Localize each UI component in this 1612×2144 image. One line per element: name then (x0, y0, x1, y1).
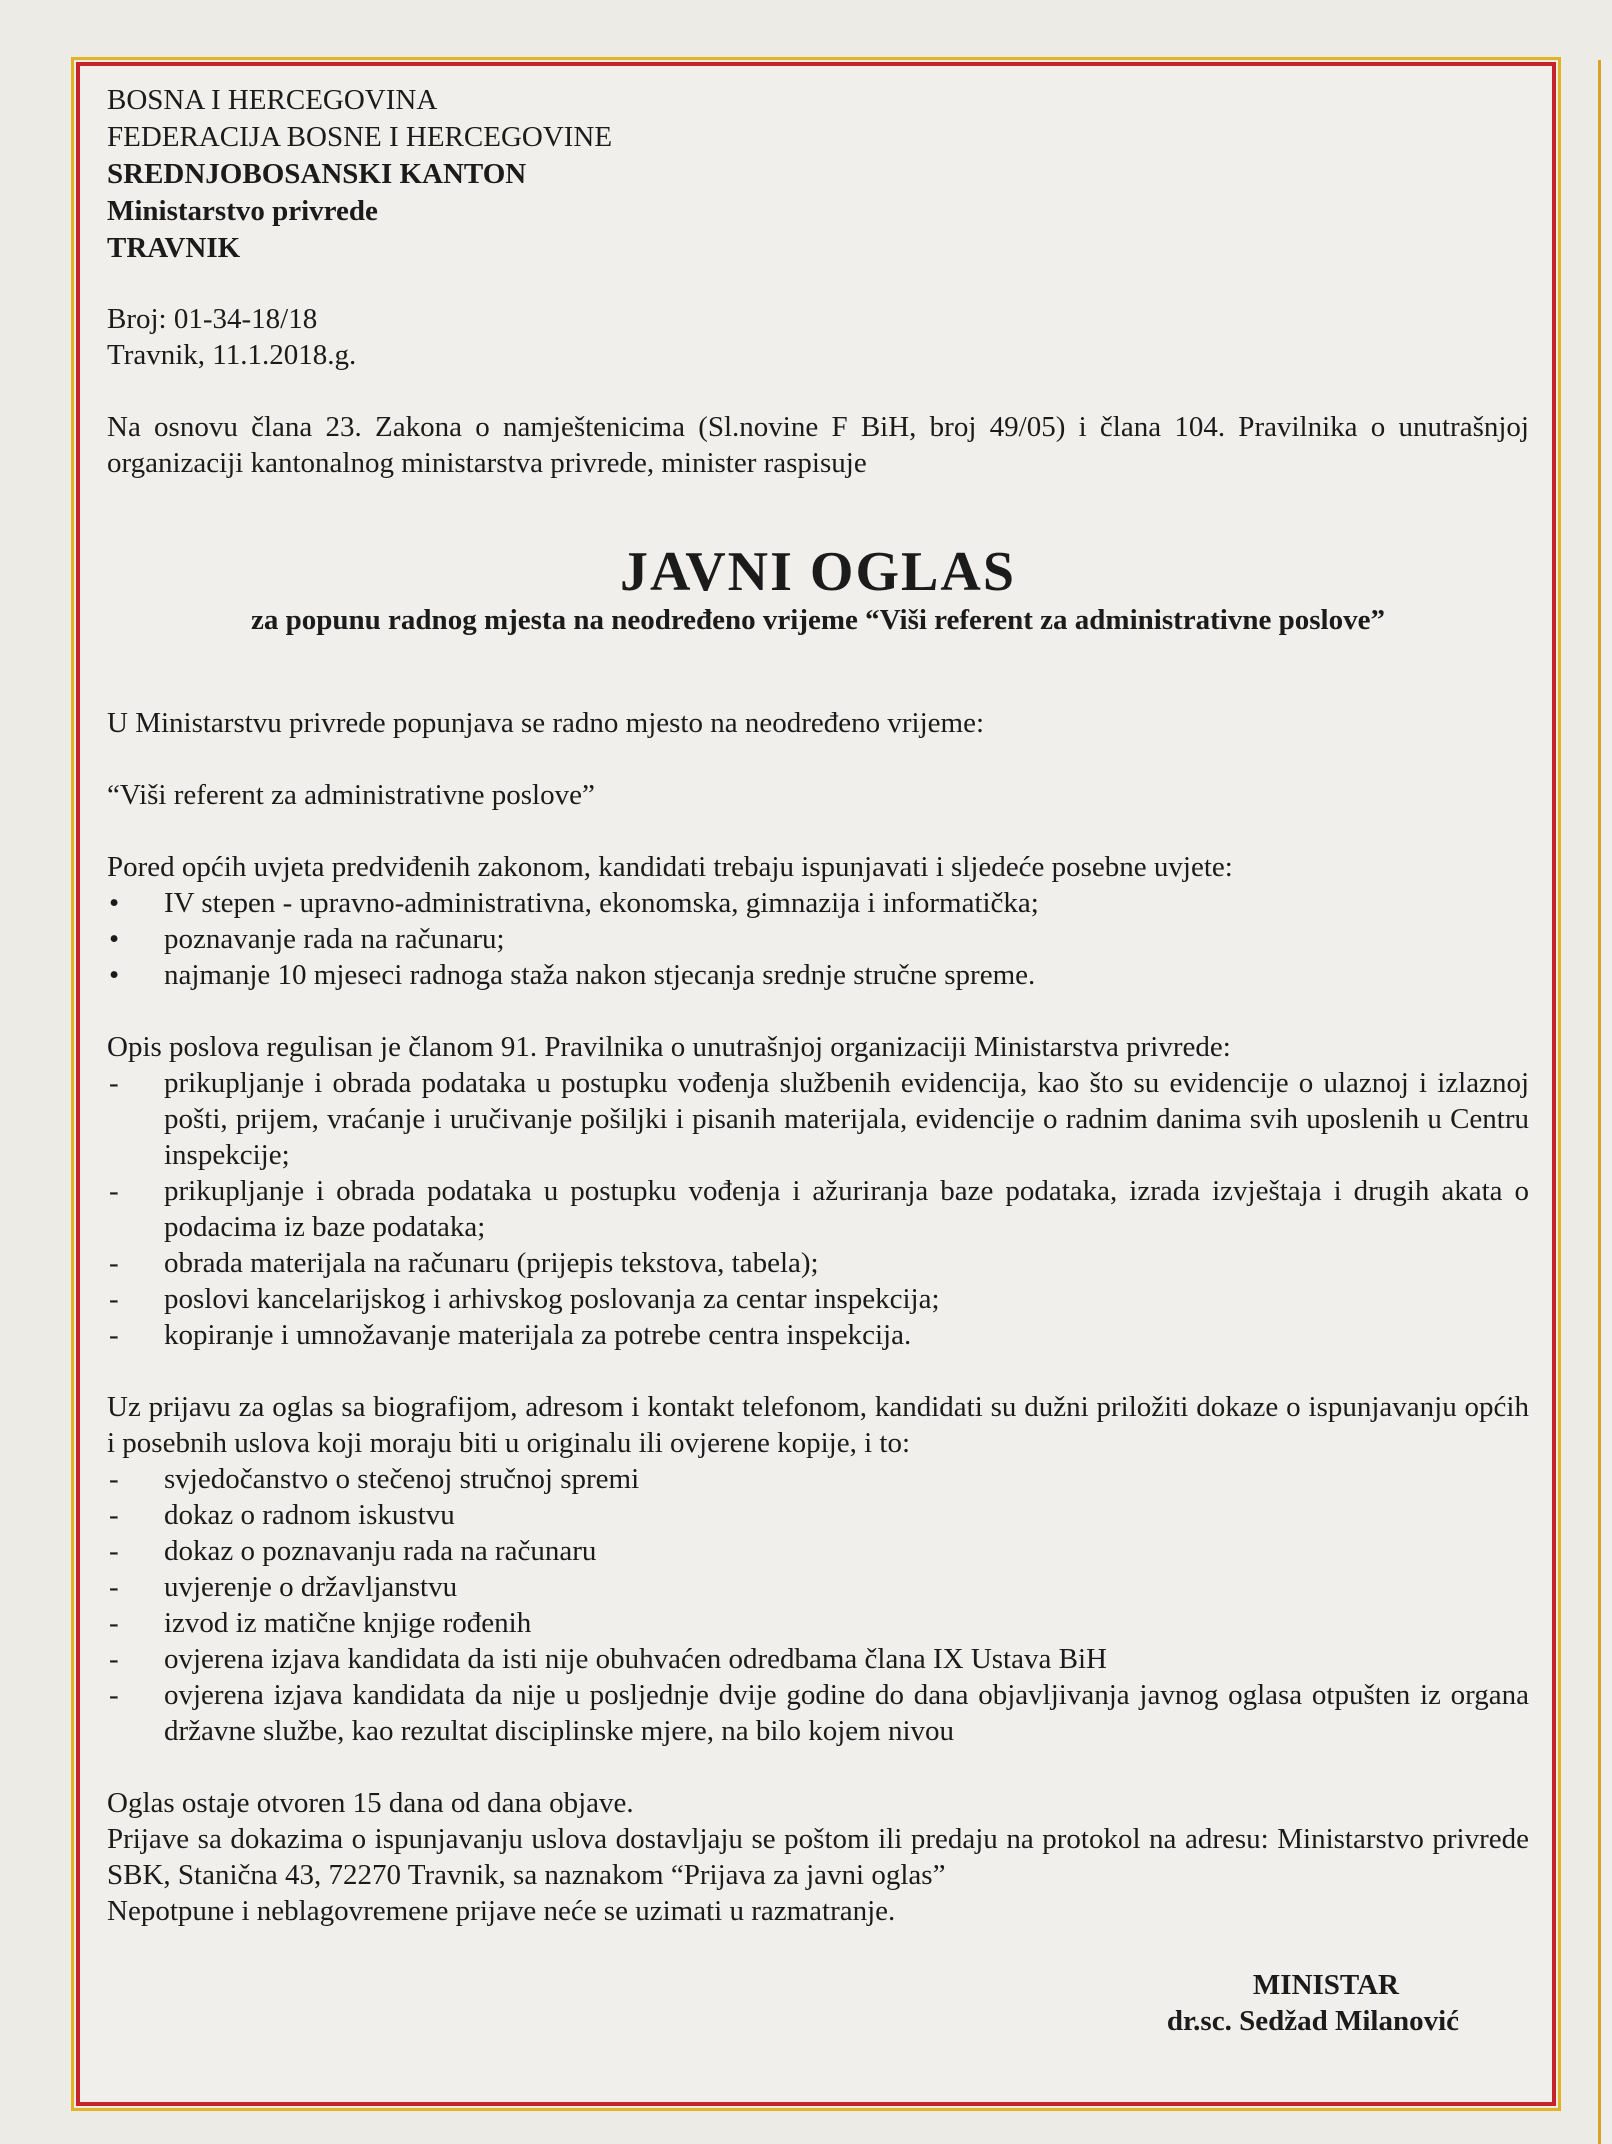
closing-incomplete: Nepotpune i neblagovremene prijave neće se uzimati u razmatranje. (107, 1895, 896, 1927)
ad-subtitle: za popunu radnog mjesta na neodređeno vrijeme “Viši referent za administrativne poslove” (251, 604, 1385, 636)
signatory-role: MINISTAR (1252, 1969, 1399, 2001)
closing-open-period: Oglas ostaje otvoren 15 dana od dana objave. (107, 1787, 634, 1819)
duties-lead: Opis poslova regulisan je članom 91. Pravilnika o unutrašnjoj organizaciji Ministarstva privrede: (107, 1031, 1231, 1063)
list-item: - svjedočanstvo o stečenoj stručnoj spremi (109, 1463, 640, 1495)
intro-paragraph: Na osnovu člana 23. Zakona o namještenicima (Sl.novine F BiH, broj 49/05) i člana 104. Pravilnika o unutrašnjoj organizaciji kantonalnog ministarstva privrede, minister raspisuje (107, 411, 1529, 479)
header-ministry: Ministarstvo privrede (107, 195, 378, 227)
issuer-header (107, 82, 1529, 267)
list-item: • IV stepen - upravno-administrativna, ekonomska, gimnazija i informatička; (109, 887, 1039, 919)
reference-number: Broj: 01-34-18/18 (107, 303, 318, 335)
list-item: • poznavanje rada na računaru; (109, 923, 505, 955)
conditions-list (107, 885, 1529, 993)
place-date: Travnik, 11.1.2018.g. (107, 339, 357, 371)
list-item: - obrada materijala na računaru (prijepis tekstova, tabela); (109, 1247, 819, 1279)
header-canton: SREDNJOBOSANSKI KANTON (107, 158, 527, 190)
position-name: “Viši referent za administrativne poslove” (107, 779, 595, 811)
list-item: • najmanje 10 mjeseci radnoga staža nakon stjecanja srednje stručne spreme. (109, 959, 1036, 991)
documents-list (107, 1461, 1529, 1749)
position-intro: U Ministarstvu privrede popunjava se radno mjesto na neodređeno vrijeme: (107, 707, 985, 739)
list-item: - izvod iz matične knjige rođenih (109, 1607, 532, 1639)
signature-block (107, 1967, 1529, 2039)
header-federation: FEDERACIJA BOSNE I HERCEGOVINE (107, 121, 613, 153)
conditions-lead: Pored općih uvjeta predviđenih zakonom, kandidati trebaju ispunjavati i sljedeće posebne uvjete: (107, 851, 1233, 883)
list-item: - prikupljanje i obrada podataka u postupku vođenja službenih evidencija, kao što su evidencije o ulaznoj i izlaznoj pošti, prijem, vraćanje i uručivanje pošiljki i pisanih materijala, evidencije o radnim danima svih uposlenih u Centru inspekcije; (109, 1067, 1529, 1171)
closing-submission: Prijave sa dokazima o ispunjavanju uslova dostavljaju se poštom ili predaju na protokol na adresu: Ministarstvo privrede SBK, Stanična 43, 72270 Travnik, sa naznakom “Prijava za javni oglas” (107, 1823, 1529, 1891)
signatory-name: dr.sc. Sedžad Milanović (1166, 2005, 1459, 2037)
list-item: - prikupljanje i obrada podataka u postupku vođenja i ažuriranja baze podataka, izrada izvještaja i drugih akata o podacima iz baze podataka; (109, 1175, 1529, 1243)
documents-lead: Uz prijavu za oglas sa biografijom, adresom i kontakt telefonom, kandidati su dužni priložiti dokaze o ispunjavanju općih i posebnih uslova koji moraju biti u originalu ili ovjerene kopije, i to: (107, 1391, 1529, 1459)
duties-list (107, 1065, 1529, 1353)
ad-content (107, 82, 1529, 2039)
list-item: - dokaz o radnom iskustvu (109, 1499, 455, 1531)
adjacent-column-edge (1598, 60, 1612, 2144)
list-item: - ovjerena izjava kandidata da isti nije obuhvaćen odredbama člana IX Ustava BiH (109, 1643, 1107, 1675)
list-item: - kopiranje i umnožavanje materijala za potrebe centra inspekcija. (109, 1319, 912, 1351)
header-country: BOSNA I HERCEGOVINA (107, 84, 438, 116)
list-item: - uvjerenje o državljanstvu (109, 1571, 458, 1603)
list-item: - ovjerena izjava kandidata da nije u posljednje dvije godine do dana objavljivanja javnog oglasa otpušten iz organa državne službe, kao rezultat disciplinske mjere, na bilo kojem nivou (109, 1679, 1529, 1747)
list-item: - poslovi kancelarijskog i arhivskog poslovanja za centar inspekcija; (109, 1283, 940, 1315)
ad-title: JAVNI OGLAS (620, 541, 1016, 603)
list-item: - dokaz o poznavanju rada na računaru (109, 1535, 597, 1567)
header-city: TRAVNIK (107, 232, 241, 264)
